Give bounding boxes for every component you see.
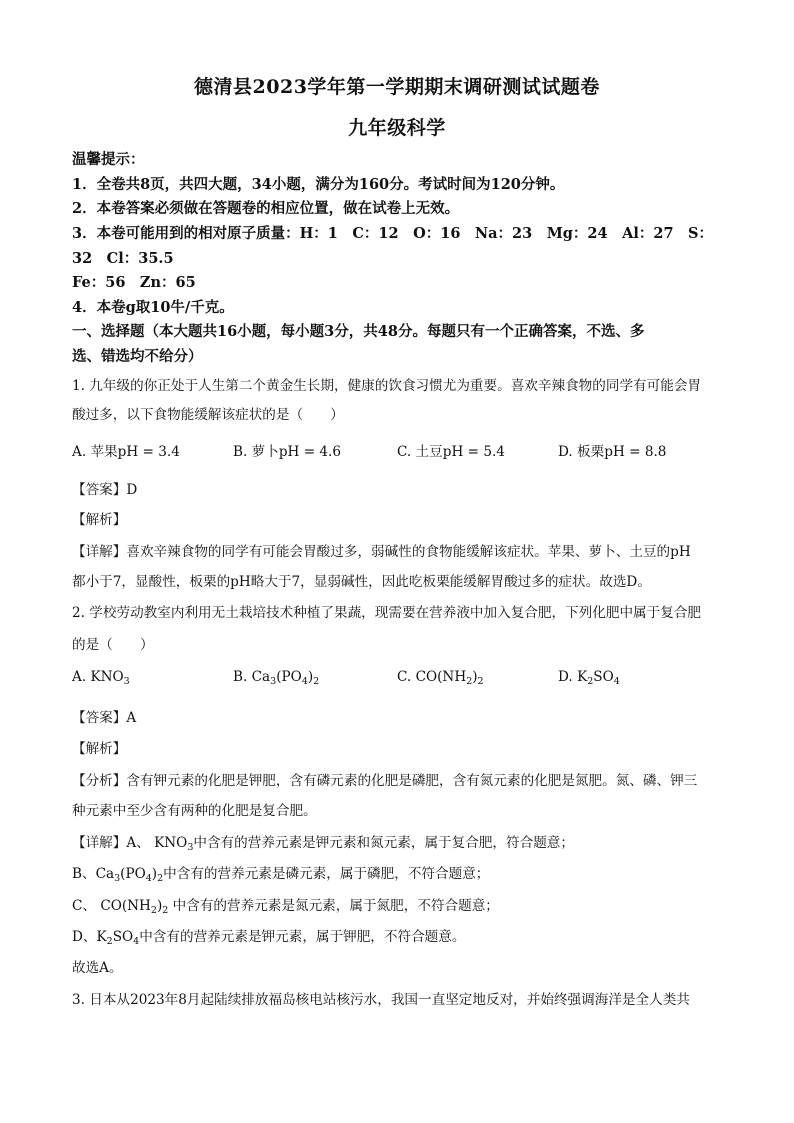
q1-option-b: B. 萝卜pH = 4.6 [233,444,342,460]
section-heading-line1: 一、选择题（本大题共16小题，每小题3分，共48分。每题只有一个正确答案，不选、多 [72,323,645,340]
q3-stem-line1: 3. 日本从2023年8月起陆续排放福岛核电站核污水，我国一直坚定地反对，并始终强调海洋是全人类共 [72,992,690,1008]
q1-option-a: A. 苹果pH = 3.4 [72,444,180,460]
q2-fenxi-line2: 种元素中至少含有两种的化肥是复合肥。 [72,803,317,819]
tip-4: 4．本卷g取10牛/千克。 [72,299,234,316]
q1-detail-line1: 【详解】喜欢辛辣食物的同学有可能会胃酸过多，弱碱性的食物能缓解该症状。苹果、萝卜、土豆的pH [72,544,691,560]
exam-subtitle: 九年级科学 [348,117,446,139]
q1-answer: 【答案】D [72,482,138,498]
q2-fenxi-line1: 【分析】含有钾元素的化肥是钾肥，含有磷元素的化肥是磷肥，含有氮元素的化肥是氮肥。氮、磷、钾三 [72,773,698,789]
q2-detail-a: 【详解】A、 $KNO_3$中含有的营养元素是钾元素和氮元素，属于复合肥，符合题意； [72,835,574,853]
tip-3-line2: 32 Cl：35.5 [72,250,174,267]
q1-option-c: C. 土豆pH = 5.4 [397,444,505,460]
tip-1: 1．全卷共8页，共四大题，34小题，满分为160分。考试时间为120分钟。 [72,176,565,193]
q2-analysis-label: 【解析】 [72,741,127,757]
exam-title: 德清县2023学年第一学期期末调研测试试题卷 [194,76,600,98]
tip-3-line1: 3．本卷可能用到的相对原子质量：H：1 C：12 O：16 Na：23 Mg：24 Al：27 S： [72,225,714,242]
q1-stem-line2: 酸过多，以下食物能缓解该症状的是（ ） [72,407,344,423]
q1-analysis-label: 【解析】 [72,512,127,528]
q1-detail-line2: 都小于7，显酸性，板栗的pH略大于7，显弱碱性，因此吃板栗能缓解胃酸过多的症状。故选D。 [72,574,651,590]
tips-heading: 温馨提示： [72,151,145,168]
q2-option-d: D. $K_2SO_4$ [558,669,620,687]
q2-option-b: B. $Ca_3(PO_4)_2$ [233,669,320,687]
q1-stem-line1: 1. 九年级的你正处于人生第二个黄金生长期，健康的饮食习惯尤为重要。喜欢辛辣食物的同学有可能会胃 [72,378,702,394]
q1-option-d: D. 板栗pH = 8.8 [558,444,667,460]
q2-option-c: C. $CO(NH_2)_2$ [397,669,484,687]
section-heading-line2: 选、错选均不给分） [72,348,203,365]
q2-stem-line2: 的是（ ） [72,637,154,653]
tip-2: 2．本卷答案必须做在答题卷的相应位置，做在试卷上无效。 [72,200,460,217]
tip-3-line3: Fe：56 Zn：65 [72,274,196,291]
q2-option-a: A. $KNO_3$ [72,669,130,687]
q2-detail-b: B、$Ca_3(PO_4)_2$中含有的营养元素是磷元素，属于磷肥，不符合题意； [72,866,490,884]
q2-detail-d: D、$K_2SO_4$中含有的营养元素是钾元素，属于钾肥，不符合题意。 [72,929,466,947]
q2-detail-c: C、 $CO(NH_2)_2$ 中含有的营养元素是氮元素，属于氮肥，不符合题意； [72,898,499,916]
q2-conclusion: 故选A。 [72,960,123,976]
q2-stem-line1: 2. 学校劳动教室内利用无土栽培技术种植了果蔬，现需要在营养液中加入复合肥，下列化肥中属于复合肥 [72,605,702,621]
q2-answer: 【答案】A [72,710,137,726]
